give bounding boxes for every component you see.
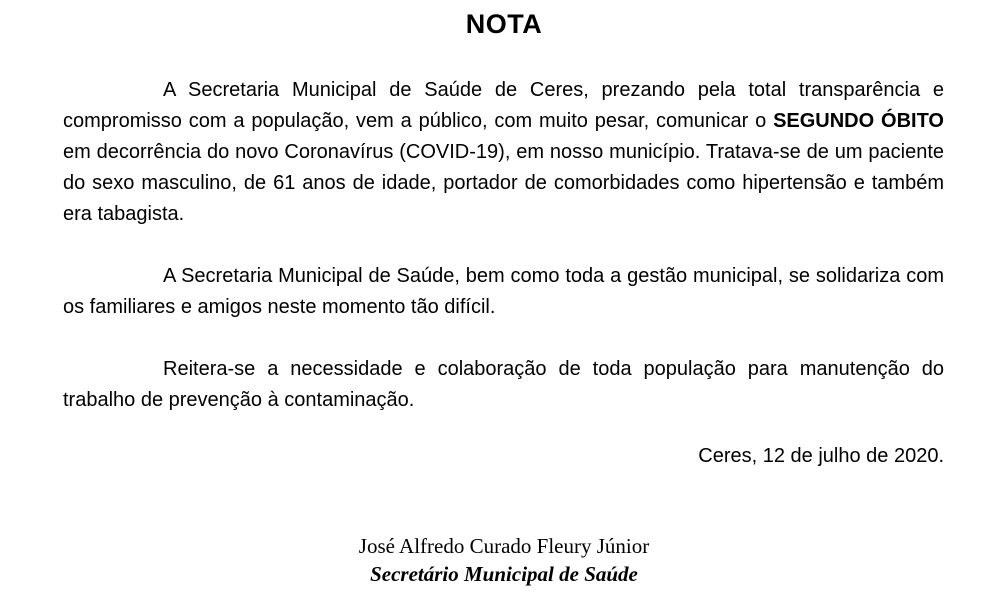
- paragraph-solidarity: A Secretaria Municipal de Saúde, bem como toda a gestão municipal, se solidariza com os familiares e amigos neste momento tão difícil.: [63, 265, 944, 318]
- emphasis-segundo-obito: SEGUNDO ÓBITO: [773, 110, 944, 132]
- paragraph-announcement: [63, 75, 944, 230]
- paragraph-announcement-text-start: A Secretaria Municipal de Saúde de Ceres, prezando pela total transparência e compromisso com a população, vem a público, com muito pesar, comunicar o: [63, 79, 944, 132]
- paragraph-announcement-text-end: em decorrência do novo Coronavírus (COVID-19), em nosso município. Tratava-se de um paciente do sexo masculino, de 61 anos de idade, portador de comorbidades como hipertensão e também era tabagista.: [63, 141, 944, 225]
- signatory-name: José Alfredo Curado Fleury Júnior: [358, 534, 650, 558]
- paragraph-prevention: Reitera-se a necessidade e colaboração de toda população para manutenção do trabalho de prevenção à contaminação.: [63, 358, 944, 411]
- signature-block: [0, 532, 1000, 588]
- date-line: Ceres, 12 de julho de 2020.: [698, 445, 944, 467]
- signatory-role: Secretário Municipal de Saúde: [370, 562, 638, 586]
- document-title: NOTA: [465, 9, 543, 39]
- document-body: [63, 75, 944, 416]
